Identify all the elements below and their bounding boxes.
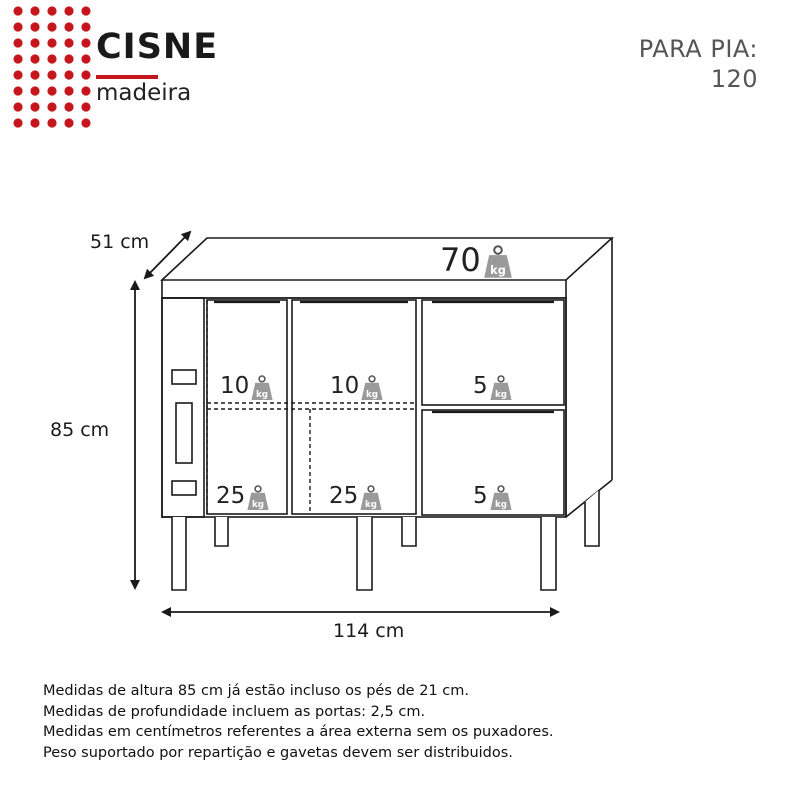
load-value: 25 — [329, 483, 359, 509]
note-line: Medidas de profundidade incluem as portas: 2,5 cm. — [43, 703, 426, 720]
door-left — [207, 300, 287, 514]
load-top — [440, 241, 513, 279]
cabinet-top — [162, 238, 612, 298]
load-value: 10 — [330, 373, 360, 399]
note-line: Medidas de altura 85 cm já estão incluso os pés de 21 cm. — [43, 683, 469, 699]
kg-weight-icon — [483, 245, 513, 279]
width-label: 114 cm — [333, 620, 405, 642]
kg-weight-icon — [360, 485, 382, 511]
note-line: Medidas em centímetros referentes a área externa sem os puxadores. — [43, 724, 554, 740]
svg-text:kg: kg — [366, 390, 379, 401]
interior-shelf-lines — [207, 300, 416, 514]
svg-text:kg: kg — [494, 390, 507, 401]
load-door-left-upper — [220, 373, 273, 401]
svg-text:kg: kg — [365, 500, 378, 511]
load-door-left-lower — [216, 483, 269, 511]
load-door-right-upper — [330, 373, 383, 401]
load-door-right-lower — [329, 483, 382, 511]
kg-weight-icon — [247, 485, 269, 511]
load-top-value: 70 — [440, 241, 481, 279]
load-value: 5 — [473, 483, 488, 509]
handle-slot-bottom — [172, 481, 196, 495]
load-drawer-upper — [473, 373, 512, 401]
sink-size-value: 120 — [710, 65, 758, 93]
svg-text:kg: kg — [252, 500, 265, 511]
brand-subtitle: madeira — [96, 80, 192, 106]
sink-size-title: PARA PIA: — [638, 35, 758, 63]
load-value: 10 — [220, 373, 250, 399]
height-label: 85 cm — [50, 419, 110, 441]
kg-weight-icon — [361, 375, 383, 401]
handle-slot-mid — [176, 403, 192, 463]
kg-weight-icon — [251, 375, 273, 401]
load-value: 25 — [216, 483, 246, 509]
depth-label: 51 cm — [90, 231, 150, 253]
brand-name: CISNE — [96, 27, 219, 67]
note-line: Peso suportado por repartição e gavetas devem ser distribuidos. — [43, 744, 513, 761]
svg-text:kg: kg — [256, 390, 269, 401]
svg-text:kg: kg — [489, 262, 506, 277]
cabinet-side-panel — [566, 238, 612, 517]
svg-text:kg: kg — [494, 500, 507, 511]
kg-weight-icon — [490, 485, 512, 511]
kg-weight-icon — [490, 375, 512, 401]
notes-block — [43, 681, 553, 763]
load-drawer-lower — [473, 483, 512, 511]
handle-slot-top — [172, 370, 196, 384]
load-value: 5 — [473, 373, 488, 399]
